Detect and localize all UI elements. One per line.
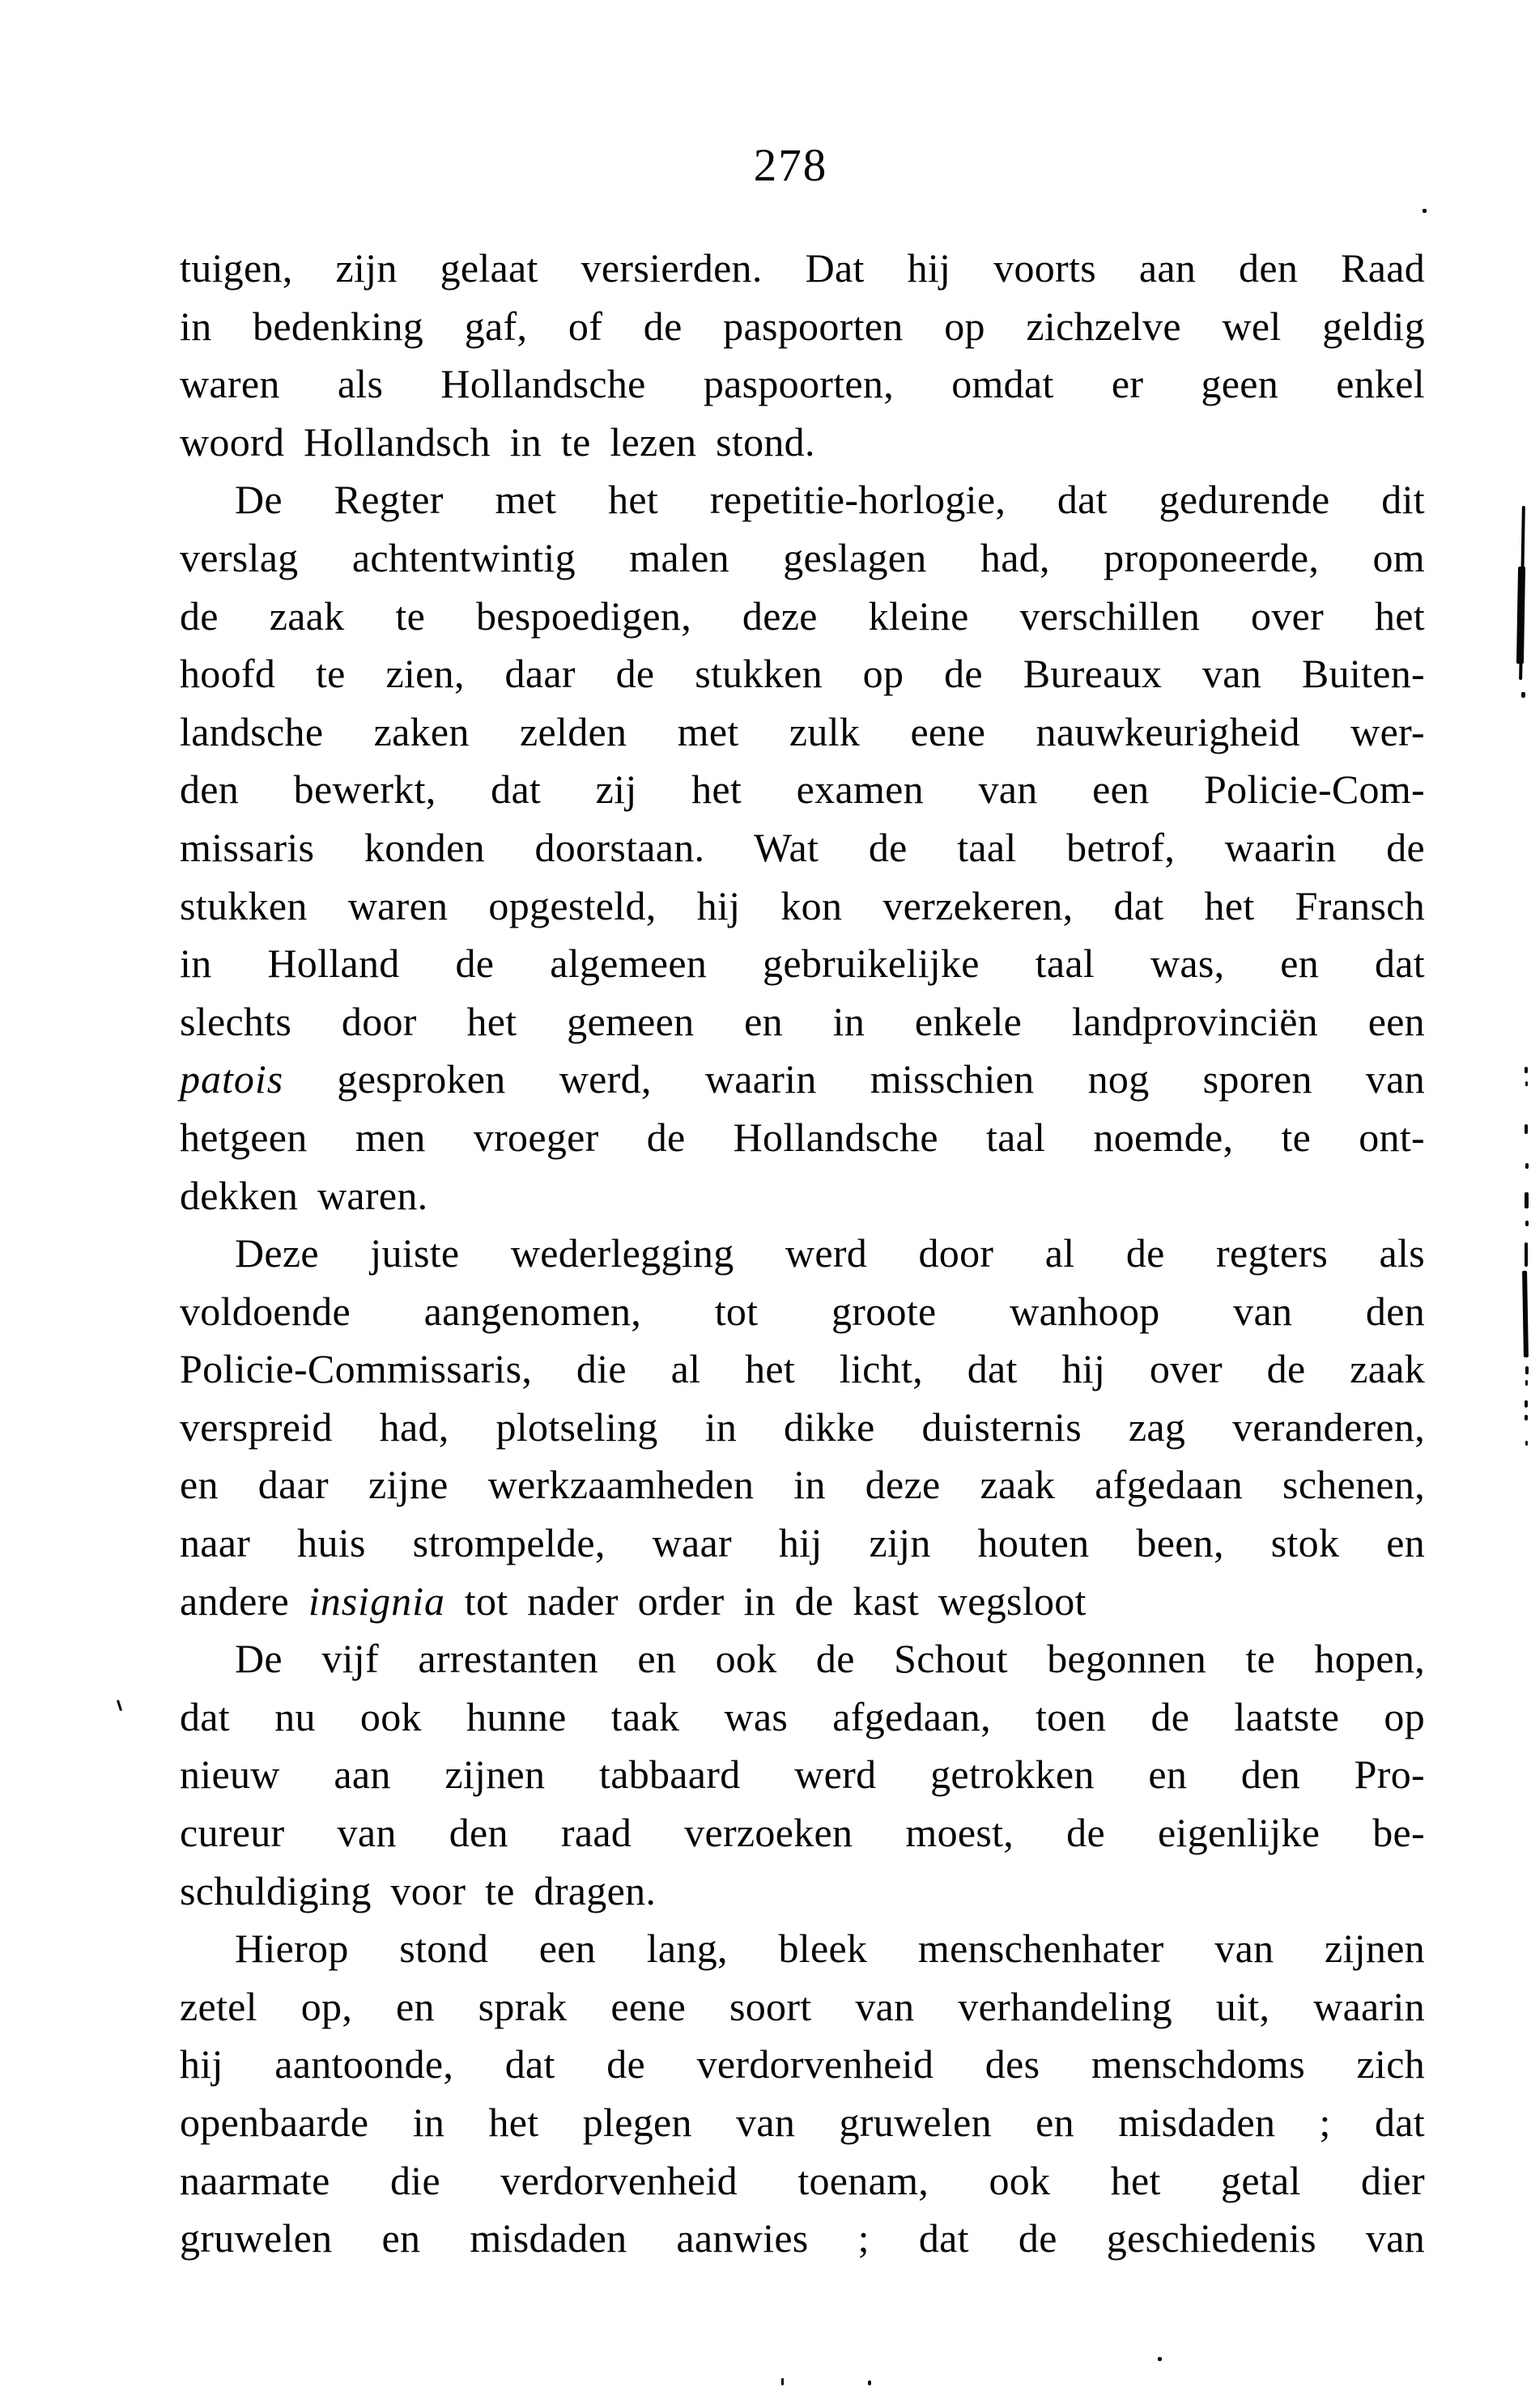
text-segment: openbaarde in het plegen van gruwelen en misdaden ; dat xyxy=(180,2100,1425,2145)
ink-mark xyxy=(781,2378,784,2385)
paragraph xyxy=(180,1630,1425,1920)
text-line xyxy=(180,1167,1425,1225)
text-line xyxy=(180,1283,1425,1341)
text-segment: tuigen, zijn gelaat versierden. Dat hij voorts aan den Raad xyxy=(180,245,1425,291)
paragraph xyxy=(180,240,1425,471)
ink-mark xyxy=(1525,1400,1528,1408)
ink-mark xyxy=(868,2380,871,2385)
text-segment: in bedenking gaf, of de paspoorten op zichzelve wel geldig xyxy=(180,303,1425,349)
text-segment: missaris konden doorstaan. Wat de taal betrof, waarin de xyxy=(180,824,1425,870)
text-line xyxy=(180,1051,1425,1109)
ink-mark xyxy=(1525,1221,1529,1226)
ink-mark xyxy=(1525,1124,1528,1134)
text-line xyxy=(180,1340,1425,1399)
text-line xyxy=(180,355,1425,414)
text-line xyxy=(180,471,1425,529)
text-segment: voldoende aangenomen, tot groote wanhoop van den xyxy=(180,1288,1425,1334)
ink-mark xyxy=(1423,209,1427,213)
ink-mark xyxy=(1525,1067,1528,1073)
text-segment: en daar zijne werkzaamheden in deze zaak afgedaan schenen, xyxy=(180,1462,1425,1508)
text-line xyxy=(180,2152,1425,2211)
paragraph xyxy=(180,1225,1425,1630)
text-segment: gesproken werd, waarin misschien nog sporen van xyxy=(283,1056,1425,1102)
ink-mark xyxy=(1525,1192,1529,1208)
text-segment: cureur van den raad verzoeken moest, de eigenlijke be- xyxy=(180,1810,1425,1856)
paragraph xyxy=(180,1920,1425,2268)
text-line xyxy=(180,529,1425,588)
text-line xyxy=(180,1109,1425,1167)
text-segment: waren als Hollandsche paspoorten, omdat er geen enkel xyxy=(180,361,1425,407)
text-line xyxy=(180,819,1425,877)
text-segment: De Regter met het repetitie-horlogie, dat gedurende dit xyxy=(235,477,1425,523)
text-line xyxy=(180,993,1425,1051)
text-segment: verslag achtentwintig malen geslagen had, proponeerde, om xyxy=(180,534,1425,580)
text-line xyxy=(180,2210,1425,2268)
text-segment: nieuw aan zijnen tabbaard werd getrokken en den Pro- xyxy=(180,1752,1425,1798)
text-line xyxy=(180,588,1425,646)
text-line xyxy=(180,1573,1425,1631)
text-segment: slechts door het gemeen en in enkele landprovinciën een xyxy=(180,998,1425,1044)
text-segment: naar huis strompelde, waar hij zijn houten been, stok en xyxy=(180,1520,1425,1566)
text-line xyxy=(180,1514,1425,1573)
text-line xyxy=(180,1630,1425,1688)
text-line xyxy=(180,1862,1425,1921)
text-block xyxy=(180,240,1425,2268)
text-line xyxy=(180,1225,1425,1283)
text-line xyxy=(180,2094,1425,2152)
text-line xyxy=(180,703,1425,762)
text-line xyxy=(180,240,1425,298)
ink-mark xyxy=(1516,567,1525,664)
text-line xyxy=(180,1920,1425,1978)
ink-mark xyxy=(1525,1366,1529,1374)
text-line xyxy=(180,1804,1425,1862)
text-segment: zetel op, en sprak eene soort van verhandeling uit, waarin xyxy=(180,1983,1425,2029)
text-segment: De vijf arrestanten en ook de Schout begonnen te hopen, xyxy=(235,1636,1425,1682)
text-line xyxy=(180,935,1425,993)
text-line xyxy=(180,1978,1425,2036)
ink-mark xyxy=(1522,1271,1529,1357)
italic-word: insignia xyxy=(308,1578,445,1624)
text-segment: naarmate die verdorvenheid toenam, ook het getal dier xyxy=(180,2157,1425,2203)
ink-mark xyxy=(1525,1081,1528,1086)
text-segment: andere xyxy=(180,1578,308,1624)
text-segment: Policie-Commissaris, die al het licht, dat hij over de zaak xyxy=(180,1346,1425,1392)
ink-mark xyxy=(117,1700,122,1711)
ink-mark xyxy=(1521,692,1525,698)
text-line xyxy=(180,2036,1425,2094)
text-line xyxy=(180,1746,1425,1804)
ink-mark xyxy=(1525,1380,1528,1386)
text-segment: verspreid had, plotseling in dikke duisternis zag veranderen, xyxy=(180,1404,1425,1450)
text-line xyxy=(180,645,1425,703)
text-line xyxy=(180,877,1425,936)
text-segment: gruwelen en misdaden aanwies ; dat de geschiedenis van xyxy=(180,2215,1425,2261)
text-segment: tot nader order in de kast wegsloot xyxy=(444,1578,1087,1624)
ink-mark xyxy=(1525,1242,1528,1267)
text-segment: de zaak te bespoedigen, deze kleine verschillen over het xyxy=(180,592,1425,639)
page-number: 278 xyxy=(753,140,828,191)
text-line xyxy=(180,298,1425,356)
text-segment: hij aantoonde, dat de verdorvenheid des menschdoms zich xyxy=(180,2041,1425,2087)
ink-mark xyxy=(1158,2357,1162,2361)
text-segment: dat nu ook hunne taak was afgedaan, toen de laatste op xyxy=(180,1693,1425,1739)
text-segment: Deze juiste wederlegging werd door al de regters als xyxy=(235,1230,1425,1276)
text-segment: stukken waren opgesteld, hij kon verzekeren, dat het Fransch xyxy=(180,882,1425,928)
text-line xyxy=(180,1688,1425,1747)
text-line xyxy=(180,761,1425,819)
text-line xyxy=(180,1456,1425,1514)
text-line xyxy=(180,1399,1425,1457)
italic-word: patois xyxy=(180,1056,284,1102)
text-segment: in Holland de algemeen gebruikelijke taal was, en dat xyxy=(180,941,1425,987)
ink-mark xyxy=(1525,1441,1528,1446)
text-line xyxy=(180,414,1425,472)
ink-mark xyxy=(1525,1163,1529,1169)
text-segment: schuldiging voor te dragen. xyxy=(180,1867,657,1913)
text-segment: dekken waren. xyxy=(180,1172,428,1218)
paragraph xyxy=(180,471,1425,1225)
text-segment: landsche zaken zelden met zulk eene nauwkeurigheid wer- xyxy=(180,708,1425,754)
ink-mark xyxy=(1525,1415,1528,1421)
text-segment: den bewerkt, dat zij het examen van een Policie-Com- xyxy=(180,767,1425,813)
text-segment: hetgeen men vroeger de Hollandsche taal noemde, te ont- xyxy=(180,1114,1425,1160)
text-segment: woord Hollandsch in te lezen stond. xyxy=(180,418,815,465)
text-segment: Hierop stond een lang, bleek menschenhater van zijnen xyxy=(235,1926,1425,1972)
text-segment: hoofd te zien, daar de stukken op de Bureaux van Buiten- xyxy=(180,651,1425,697)
